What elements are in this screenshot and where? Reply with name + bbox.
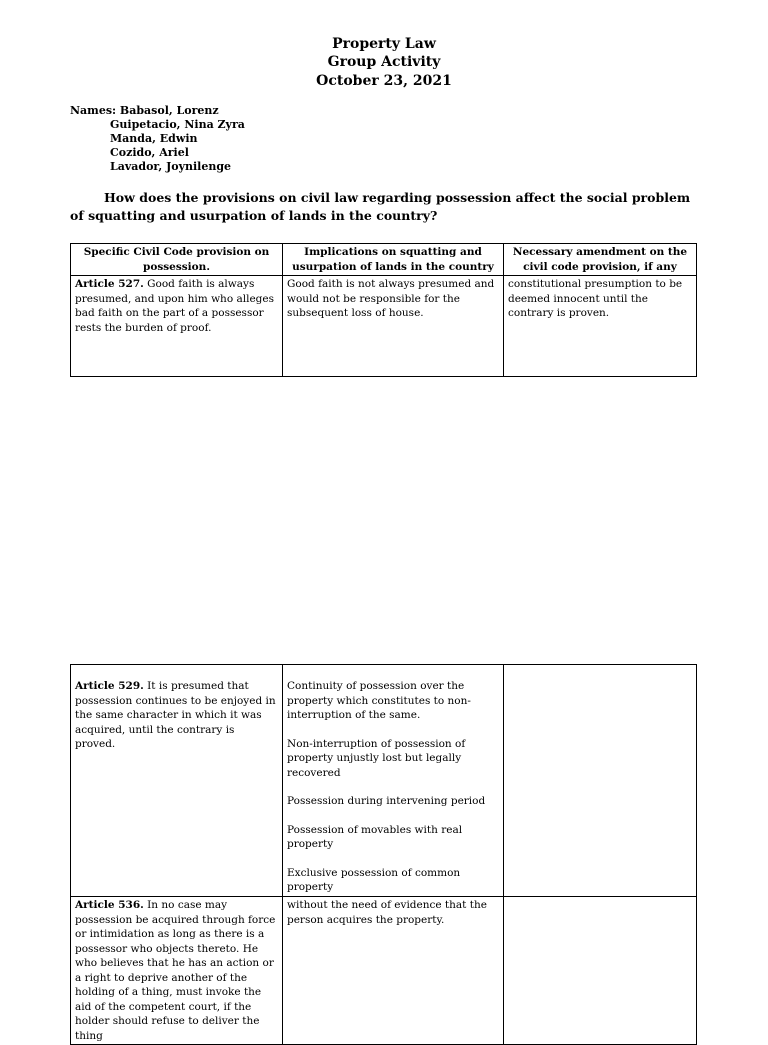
member-name: Babasol, Lorenz [119,104,219,117]
amendment-cell [504,897,697,1045]
member-name: Manda, Edwin [110,132,198,145]
provision-text: In no case may possession be acquired through force or intimidation as long as there is a possessor who objects thereto. He who believes that he has an action or a right to deprive another of the holding of a thing, must invoke the aid of the competent court, if the holder should refuse to deliver the thing [75,899,276,1042]
member-name: Guipetacio, Nina Zyra [110,118,245,131]
names-label: Names: [70,104,117,117]
implication-item: Exclusive possession of common property [287,866,461,893]
implication-item: Non-interruption of possession of property unjustly lost but legally recovered [287,737,466,779]
provisions-table-part-2 [70,664,697,1045]
amendment-cell: constitutional presumption to be deemed innocent until the contrary is proven. [504,276,697,377]
provision-text: It is presumed that possession continues to be enjoyed in the same character in which it was acquired, until the contrary is proved. [75,680,276,750]
provision-text: Good faith is always presumed, and upon him who alleges bad faith on the part of a possessor rests the burden of proof. [75,278,274,334]
table-row [71,897,697,1045]
article-number: Article 529. [75,680,144,692]
column-header: Implications on squatting and usurpation of lands in the country [283,244,504,276]
implication-item: Continuity of possession over the property which constitutes to non-interruption of the same. [287,680,471,721]
implication-item: Possession of movables with real property [287,823,463,850]
document-title: Property Law [332,36,436,52]
amendment-cell [504,665,697,897]
article-number: Article 527. [75,278,144,290]
provision-cell [71,665,283,897]
provision-cell [71,897,283,1045]
implication-cell [283,665,504,897]
implication-item: Possession during intervening period [287,795,486,807]
provisions-table-part-1 [70,243,697,377]
implication-cell: without the need of evidence that the person acquires the property. [283,897,504,1045]
column-header: Specific Civil Code provision on possession. [71,244,283,276]
article-number: Article 536. [75,899,144,911]
table-header-row [71,244,697,276]
table-row [71,665,697,897]
provision-cell [71,276,283,377]
names-first-row [70,104,245,118]
question-text: How does the provisions on civil law regarding possession affect the social problem of squatting and usurpation of lands in the country? [70,190,691,223]
table-row [71,276,697,377]
member-name: Lavador, Joynilenge [110,160,232,173]
implication-cell: Good faith is not always presumed and would not be responsible for the subsequent loss of house. [283,276,504,377]
column-header: Necessary amendment on the civil code provision, if any [504,244,697,276]
names-block [70,104,245,174]
member-name: Cozido, Ariel [110,146,189,159]
document-date: October 23, 2021 [316,73,452,89]
document-subtitle: Group Activity [327,54,441,70]
